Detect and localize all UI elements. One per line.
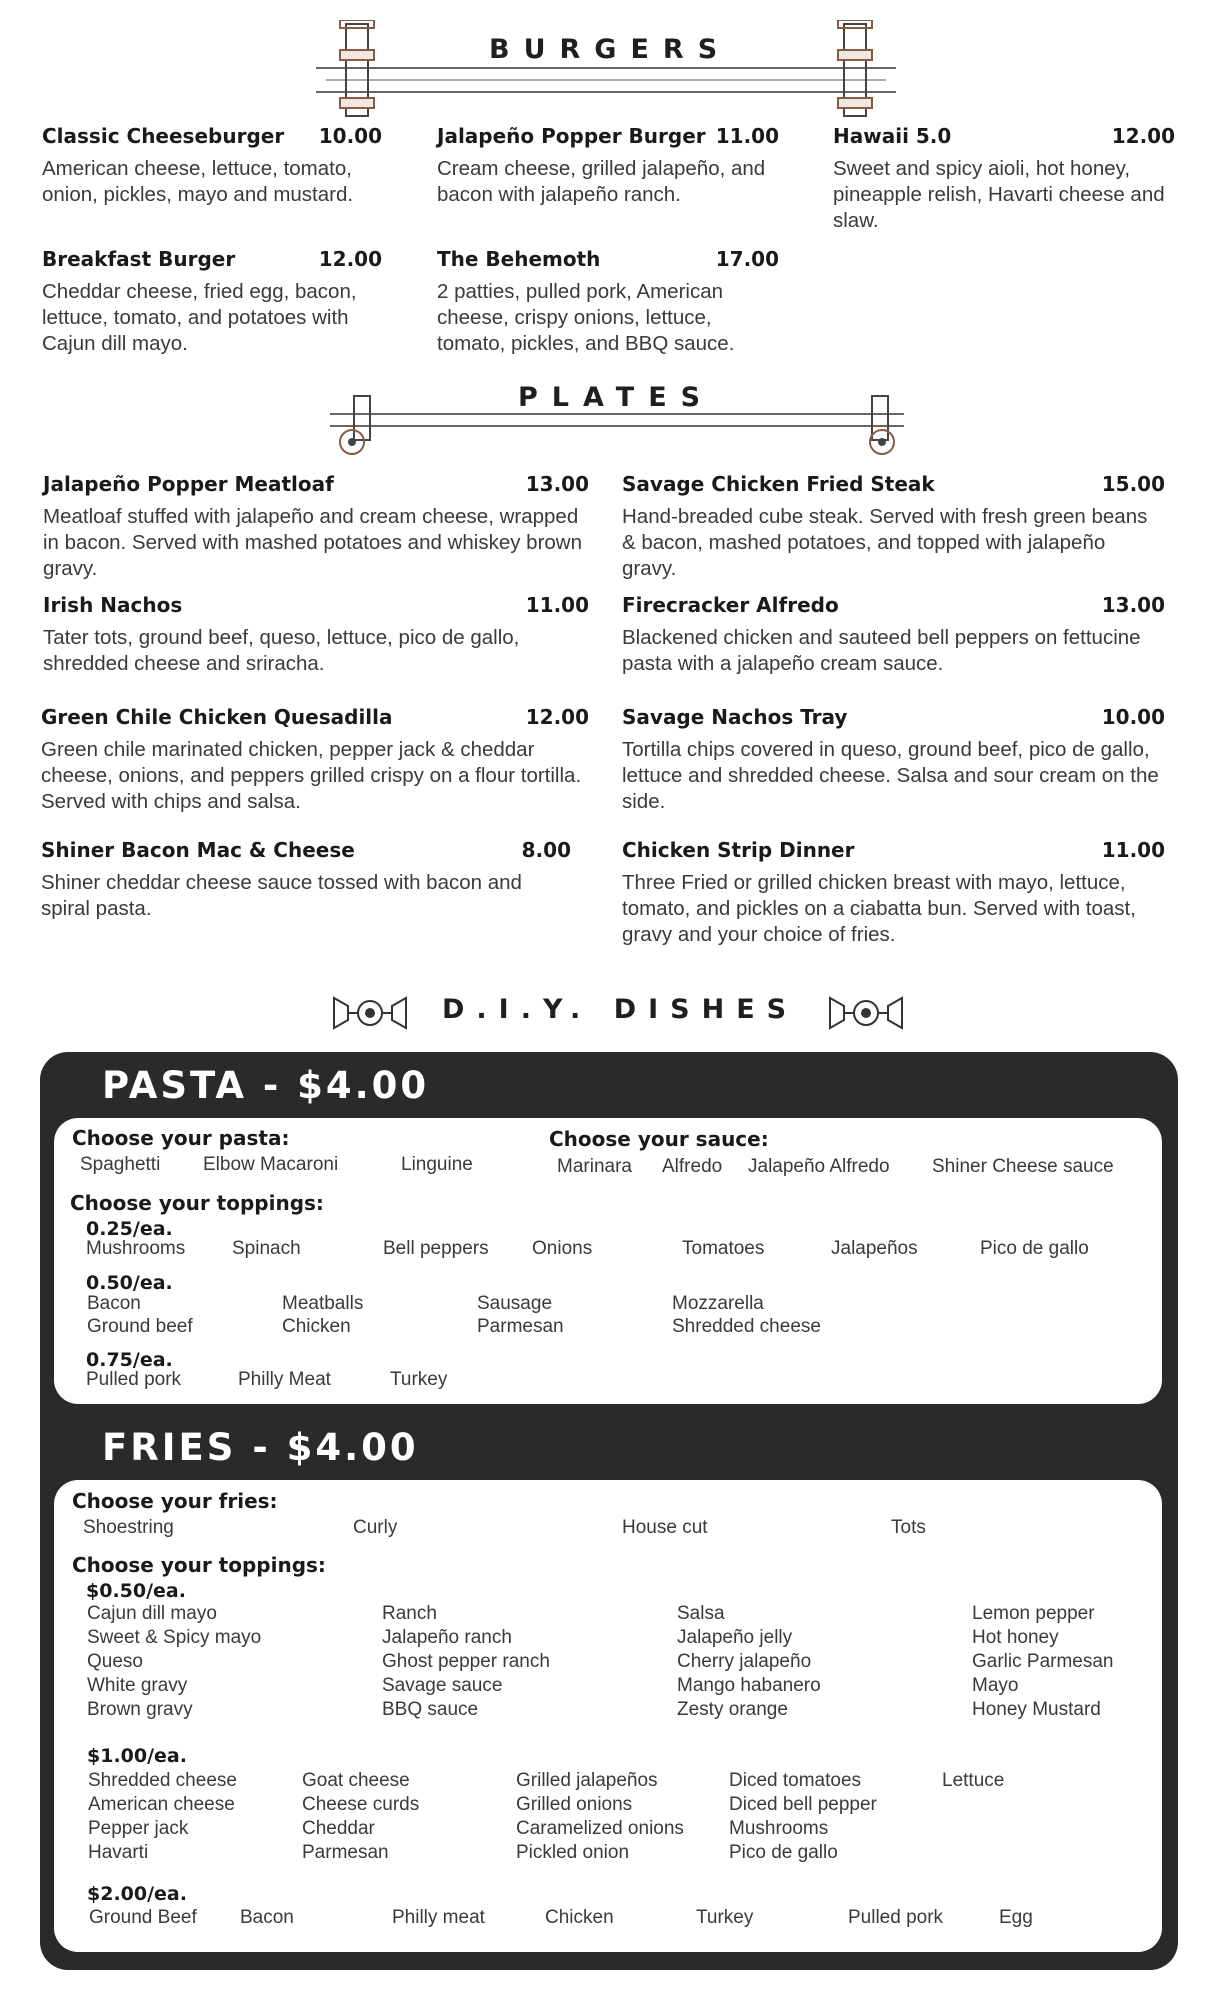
item-name: Jalapeño Popper Meatloaf <box>43 472 334 496</box>
topping-option[interactable]: Mayo <box>972 1675 1019 1696</box>
item-price: 8.00 <box>521 838 571 862</box>
pasta-option[interactable]: Elbow Macaroni <box>203 1154 339 1175</box>
topping-option[interactable]: Philly meat <box>392 1907 485 1928</box>
plate-item <box>41 705 589 815</box>
topping-option[interactable]: Lemon pepper <box>972 1603 1095 1624</box>
item-description: Green chile marinated chicken, pepper jack & cheddar cheese, onions, and peppers grilled crispy on a flour tortilla. Served with chips and salsa. <box>41 738 582 813</box>
burger-item <box>437 124 779 208</box>
topping-option[interactable]: Shredded cheese <box>88 1770 237 1791</box>
item-name: Jalapeño Popper Burger <box>437 124 706 148</box>
topping-option[interactable]: Cherry jalapeño <box>677 1651 812 1672</box>
choose-fries-label: Choose your fries: <box>72 1489 278 1513</box>
item-price: 10.00 <box>1101 705 1165 729</box>
topping-option[interactable]: Mushrooms <box>729 1818 829 1839</box>
item-description: Blackened chicken and sauteed bell peppers on fettucine pasta with a jalapeño cream sauce. <box>622 626 1141 675</box>
topping-option[interactable]: Brown gravy <box>87 1699 193 1720</box>
choose-toppings-label: Choose your toppings: <box>70 1191 324 1215</box>
topping-option[interactable]: Shredded cheese <box>672 1316 821 1337</box>
item-name: The Behemoth <box>437 247 601 271</box>
topping-option[interactable]: Jalapeño ranch <box>382 1627 512 1648</box>
item-description: Cheddar cheese, fried egg, bacon, lettuce, tomato, and potatoes with Cajun dill mayo. <box>42 280 357 355</box>
topping-option[interactable]: Grilled onions <box>516 1794 633 1815</box>
diy-banner <box>330 986 906 1038</box>
item-description: Sweet and spicy aioli, hot honey, pineapple relish, Havarti cheese and slaw. <box>833 157 1165 232</box>
choose-sauce-label: Choose your sauce: <box>549 1127 769 1151</box>
topping-option[interactable]: Onions <box>532 1238 593 1259</box>
topping-option[interactable]: Grilled jalapeños <box>516 1770 658 1791</box>
item-name: Green Chile Chicken Quesadilla <box>41 705 393 729</box>
topping-option[interactable]: Bacon <box>240 1907 294 1928</box>
topping-option[interactable]: Queso <box>87 1651 143 1672</box>
topping-option[interactable]: Havarti <box>88 1842 149 1863</box>
plate-item <box>622 472 1165 582</box>
fries-option[interactable]: Shoestring <box>83 1517 174 1538</box>
topping-option[interactable]: Ground beef <box>87 1316 193 1337</box>
topping-option[interactable]: Ground Beef <box>89 1907 197 1928</box>
item-price: 11.00 <box>525 593 589 617</box>
item-name: Hawaii 5.0 <box>833 124 952 148</box>
topping-option[interactable]: Garlic Parmesan <box>972 1651 1114 1672</box>
burgers-title: BURGERS <box>489 34 732 65</box>
topping-option[interactable]: Chicken <box>545 1907 614 1928</box>
item-price: 12.00 <box>1111 124 1175 148</box>
sauce-option[interactable]: Shiner Cheese sauce <box>932 1156 1114 1177</box>
topping-option[interactable]: American cheese <box>88 1794 235 1815</box>
item-description: Tater tots, ground beef, queso, lettuce, pico de gallo, shredded cheese and sriracha. <box>43 626 520 675</box>
topping-option[interactable]: Sweet & Spicy mayo <box>87 1627 262 1648</box>
topping-option[interactable]: White gravy <box>87 1675 188 1696</box>
topping-option[interactable]: Goat cheese <box>302 1770 410 1791</box>
fries-option[interactable]: Curly <box>353 1517 398 1538</box>
item-description: Cream cheese, grilled jalapeño, and bacon with jalapeño ranch. <box>437 157 766 206</box>
topping-option[interactable]: Mango habanero <box>677 1675 821 1696</box>
plate-item <box>622 705 1165 815</box>
topping-option[interactable]: Pepper jack <box>88 1818 189 1839</box>
item-description: Meatloaf stuffed with jalapeño and cream cheese, wrapped in bacon. Served with mashed potatoes and whiskey brown gravy. <box>43 505 583 580</box>
price-tier: $0.50/ea. <box>86 1580 186 1602</box>
fries-title: FRIES - $4.00 <box>102 1426 419 1469</box>
topping-option[interactable]: Salsa <box>677 1603 725 1624</box>
topping-option[interactable]: Cheese curds <box>302 1794 420 1815</box>
item-description: American cheese, lettuce, tomato, onion, pickles, mayo and mustard. <box>42 157 354 206</box>
item-description: Hand-breaded cube steak. Served with fresh green beans & bacon, mashed potatoes, and topped with jalapeño gravy. <box>622 505 1148 580</box>
topping-option[interactable]: Pulled pork <box>848 1907 944 1928</box>
topping-option[interactable]: Bacon <box>87 1293 141 1314</box>
topping-option[interactable]: Lettuce <box>942 1770 1005 1791</box>
topping-option[interactable]: Mozzarella <box>672 1293 764 1314</box>
fries-option[interactable]: Tots <box>891 1517 926 1538</box>
topping-option[interactable]: Pico de gallo <box>729 1842 838 1863</box>
item-name: Breakfast Burger <box>42 247 236 271</box>
choose-pasta-label: Choose your pasta: <box>72 1126 290 1150</box>
burger-item <box>437 247 779 357</box>
pasta-option[interactable]: Spaghetti <box>80 1154 161 1175</box>
choose-toppings-label: Choose your toppings: <box>72 1553 326 1577</box>
topping-option[interactable]: Jalapeño jelly <box>677 1627 793 1648</box>
topping-option[interactable]: Turkey <box>390 1369 448 1390</box>
topping-option[interactable]: Pickled onion <box>516 1842 630 1863</box>
plates-title: PLATES <box>518 382 715 413</box>
item-price: 12.00 <box>525 705 589 729</box>
item-price: 12.00 <box>318 247 382 271</box>
price-tier: 0.75/ea. <box>86 1349 173 1371</box>
item-price: 17.00 <box>715 247 779 271</box>
topping-option[interactable]: Ranch <box>382 1603 437 1624</box>
topping-option[interactable]: Turkey <box>696 1907 754 1928</box>
sauce-option[interactable]: Jalapeño Alfredo <box>748 1156 890 1177</box>
topping-option[interactable]: Hot honey <box>972 1627 1059 1648</box>
burgers-banner <box>306 20 906 120</box>
price-tier: 0.50/ea. <box>86 1272 173 1294</box>
topping-option[interactable]: Parmesan <box>477 1316 564 1337</box>
topping-option[interactable]: Savage sauce <box>382 1675 503 1696</box>
item-description: Three Fried or grilled chicken breast with mayo, lettuce, tomato, and pickles on a ciabatta bun. Served with toast, gravy and your choice of fries. <box>622 871 1136 946</box>
plate-item <box>43 593 589 677</box>
item-name: Shiner Bacon Mac & Cheese <box>41 838 355 862</box>
topping-option[interactable]: Cheddar <box>302 1818 375 1839</box>
topping-option[interactable]: Diced bell pepper <box>729 1794 877 1815</box>
item-description: 2 patties, pulled pork, American cheese, crispy onions, lettuce, tomato, pickles, and BBQ sauce. <box>437 280 735 355</box>
item-name: Classic Cheeseburger <box>42 124 285 148</box>
sauce-option[interactable]: Marinara <box>557 1156 632 1177</box>
topping-option[interactable]: Philly Meat <box>238 1369 331 1390</box>
topping-option[interactable]: Spinach <box>232 1238 301 1259</box>
topping-option[interactable]: Honey Mustard <box>972 1699 1101 1720</box>
diy-title: D.I.Y. DISHES <box>442 994 799 1025</box>
topping-option[interactable]: Meatballs <box>282 1293 364 1314</box>
item-name: Irish Nachos <box>43 593 183 617</box>
item-name: Savage Nachos Tray <box>622 705 848 729</box>
price-tier: 0.25/ea. <box>86 1218 173 1240</box>
topping-option[interactable]: BBQ sauce <box>382 1699 479 1720</box>
plate-item <box>43 472 589 582</box>
price-tier: $2.00/ea. <box>87 1883 187 1905</box>
burger-item <box>42 124 382 208</box>
pasta-option[interactable]: Linguine <box>401 1154 473 1175</box>
item-price: 10.00 <box>318 124 382 148</box>
topping-option[interactable]: Cajun dill mayo <box>87 1603 217 1624</box>
fries-option[interactable]: House cut <box>622 1517 708 1538</box>
plate-item <box>41 838 571 922</box>
topping-option[interactable]: Parmesan <box>302 1842 389 1863</box>
topping-option[interactable]: Zesty orange <box>677 1699 788 1720</box>
topping-option[interactable]: Tomatoes <box>682 1238 765 1259</box>
item-name: Chicken Strip Dinner <box>622 838 855 862</box>
price-tier: $1.00/ea. <box>87 1745 187 1767</box>
topping-option[interactable]: Pulled pork <box>86 1369 182 1390</box>
pasta-title: PASTA - $4.00 <box>102 1064 430 1107</box>
topping-option[interactable]: Caramelized onions <box>516 1818 684 1839</box>
item-price: 13.00 <box>1101 593 1165 617</box>
plates-banner <box>322 380 912 460</box>
burger-item <box>833 124 1175 234</box>
topping-option[interactable]: Ghost pepper ranch <box>382 1651 550 1672</box>
item-description: Tortilla chips covered in queso, ground beef, pico de gallo, lettuce and shredded cheese. Salsa and sour cream on the side. <box>622 738 1159 813</box>
plate-item <box>622 838 1165 948</box>
item-price: 13.00 <box>525 472 589 496</box>
item-price: 11.00 <box>1101 838 1165 862</box>
item-name: Savage Chicken Fried Steak <box>622 472 935 496</box>
item-description: Shiner cheddar cheese sauce tossed with bacon and spiral pasta. <box>41 871 522 920</box>
burger-item <box>42 247 382 357</box>
topping-option[interactable]: Jalapeños <box>831 1238 918 1259</box>
item-name: Firecracker Alfredo <box>622 593 839 617</box>
topping-option[interactable]: Bell peppers <box>383 1238 489 1259</box>
plate-item <box>622 593 1165 677</box>
topping-option[interactable]: Mushrooms <box>86 1238 186 1259</box>
topping-option[interactable]: Egg <box>999 1907 1033 1928</box>
topping-option[interactable]: Sausage <box>477 1293 553 1314</box>
topping-option[interactable]: Diced tomatoes <box>729 1770 862 1791</box>
topping-option[interactable]: Pico de gallo <box>980 1238 1089 1259</box>
sauce-option[interactable]: Alfredo <box>662 1156 723 1177</box>
topping-option[interactable]: Chicken <box>282 1316 351 1337</box>
item-price: 15.00 <box>1101 472 1165 496</box>
item-price: 11.00 <box>715 124 779 148</box>
